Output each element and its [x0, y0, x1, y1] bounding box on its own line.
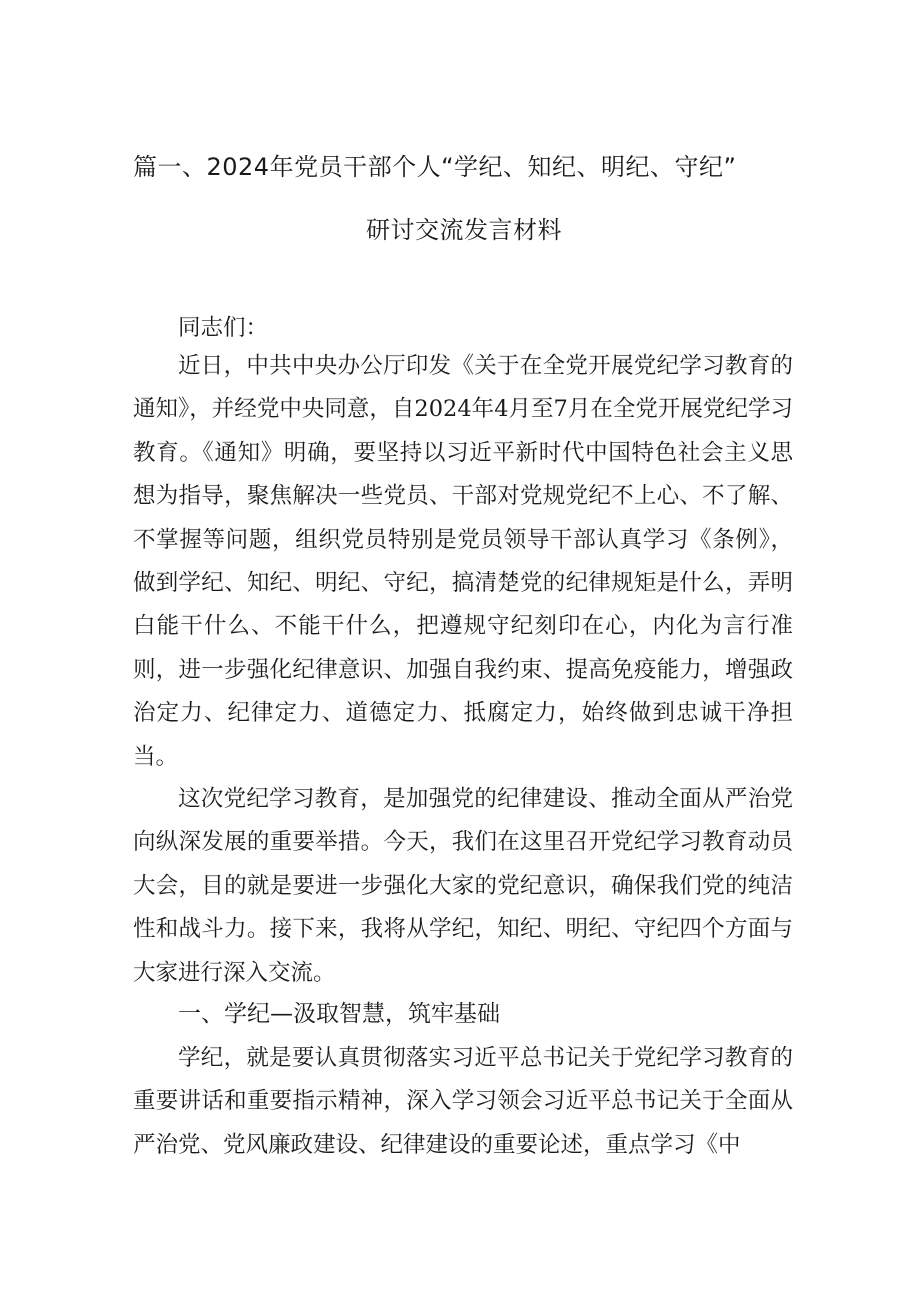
section-heading-1: 一、学纪—汲取智慧，筑牢基础 [178, 1001, 500, 1027]
body-paragraph-2: 这次党纪学习教育，是加强党的纪律建设、推动全面从严治党向纵深发展的重要举措。今天，我们在这里召开党纪学习教育动员大会，目的就是要进一步强化大家的党纪意识，确保我们党的纯洁性和战斗力。接下来，我将从学纪，知纪、明纪、守纪四个方面与大家进行深入交流。 [133, 786, 793, 986]
body-paragraph-1: 近日，中共中央办公厅印发《关于在全党开展党纪学习教育的通知》，并经党中央同意，自2024年4月至7月在全党开展党纪学习教育。《通知》明确，要坚持以习近平新时代中国特色社会主义思想为指导，聚焦解决一些党员、干部对党规党纪不上心、不了解、不掌握等问题，组织党员特别是党员领导干部认真学习《条例》，做到学纪、知纪、明纪、守纪，搞清楚党的纪律规矩是什么，弄明白能干什么、不能干什么，把遵规守纪刻印在心，内化为言行准则，进一步强化纪律意识、加强自我约束、提高免疫能力，增强政治定力、纪律定力、道德定力、抵腐定力，始终做到忠诚干净担当。 [133, 353, 793, 770]
salutation: 同志们： [178, 315, 269, 341]
document-title-line-2: 研讨交流发言材料 [366, 216, 562, 244]
body-paragraph-3: 学纪，就是要认真贯彻落实习近平总书记关于党纪学习教育的重要讲话和重要指示精神，深入学习领会习近平总书记关于全面从严治党、党风廉政建设、纪律建设的重要论述，重点学习《中 [133, 1045, 793, 1158]
document-title-line-1: 篇一、2024年党员干部个人“学纪、知纪、明纪、守纪” [133, 153, 737, 181]
